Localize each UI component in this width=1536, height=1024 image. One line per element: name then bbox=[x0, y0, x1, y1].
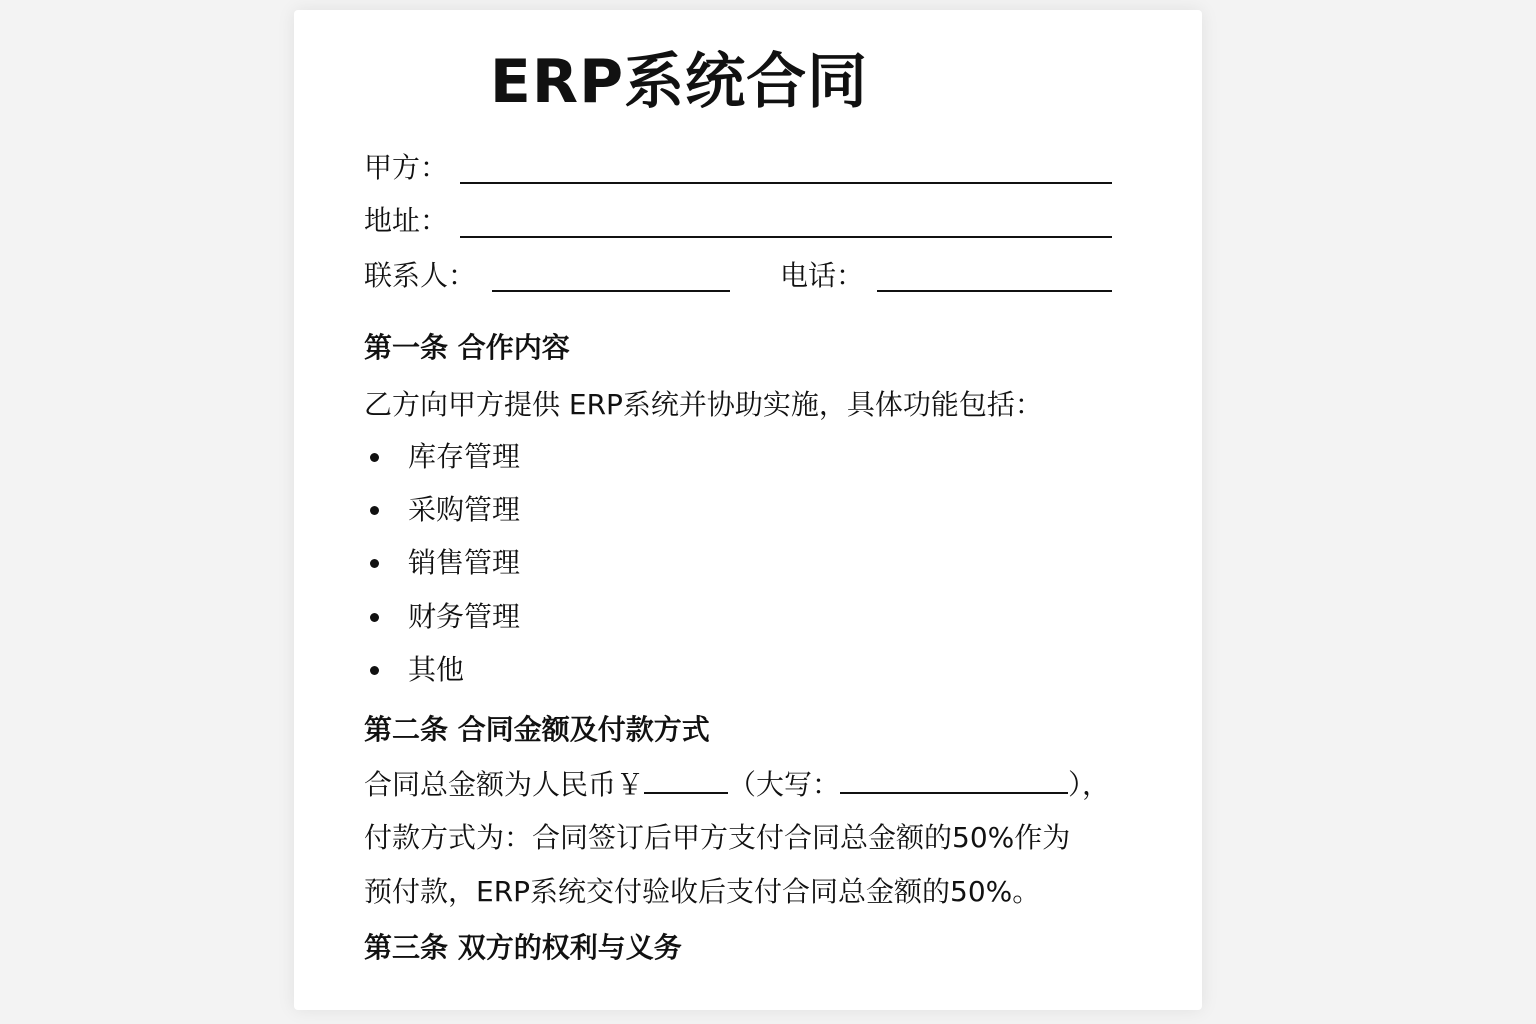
bullet-dot bbox=[370, 666, 379, 675]
list-item-label: 销售管理 bbox=[408, 546, 521, 579]
contact-label: 联系人： bbox=[364, 259, 477, 292]
payment-line-2: 预付款，ERP系统交付验收后支付合同总金额的50%。 bbox=[364, 875, 1041, 908]
section-3-heading: 第三条 双方的权利与义务 bbox=[364, 931, 682, 964]
address-label: 地址： bbox=[364, 204, 449, 237]
list-item-label: 采购管理 bbox=[408, 493, 521, 526]
bullet-dot bbox=[370, 613, 379, 622]
amount-suffix: ）， bbox=[1068, 768, 1111, 801]
list-item-label: 库存管理 bbox=[408, 440, 521, 473]
amount-line bbox=[364, 766, 1110, 803]
party-a-label: 甲方： bbox=[364, 151, 449, 184]
bullet-dot bbox=[370, 506, 379, 515]
list-item-label: 财务管理 bbox=[408, 600, 521, 633]
section-2-heading: 第二条 合同金额及付款方式 bbox=[364, 713, 710, 746]
phone-label: 电话： bbox=[780, 259, 865, 292]
bullet-dot bbox=[370, 453, 379, 462]
amount-prefix: 合同总金额为人民币￥ bbox=[364, 768, 645, 801]
amount-number-blank[interactable] bbox=[644, 766, 728, 794]
bullet-dot bbox=[370, 559, 379, 568]
phone-blank[interactable] bbox=[877, 290, 1112, 292]
contact-blank[interactable] bbox=[492, 290, 730, 292]
list-item-label: 其他 bbox=[408, 653, 465, 686]
contract-page bbox=[294, 10, 1202, 1010]
payment-line-1: 付款方式为：合同签订后甲方支付合同总金额的50%作为 bbox=[364, 821, 1071, 854]
section-1-heading: 第一条 合作内容 bbox=[364, 331, 570, 364]
party-a-blank[interactable] bbox=[460, 182, 1112, 184]
amount-words-blank[interactable] bbox=[840, 766, 1068, 794]
document-title: ERP系统合同 bbox=[489, 47, 869, 117]
section-1-intro: 乙方向甲方提供 ERP系统并协助实施，具体功能包括： bbox=[364, 388, 1043, 421]
address-blank[interactable] bbox=[460, 236, 1112, 238]
amount-mid: （大写： bbox=[728, 768, 841, 801]
